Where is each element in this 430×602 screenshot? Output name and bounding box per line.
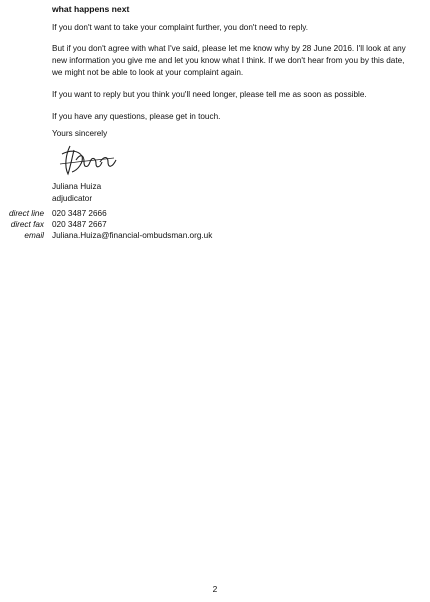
signatory-name: Juliana Huiza [52, 182, 102, 191]
closing-line: Yours sincerely [52, 129, 108, 138]
direct-fax-label: direct fax [10, 220, 44, 229]
page-number: 2 [212, 584, 218, 594]
email-label: email [24, 231, 44, 240]
direct-line-value: 020 3487 2666 [52, 209, 107, 218]
section-heading: what happens next [52, 4, 130, 14]
handwritten-signature [56, 140, 126, 178]
signatory-title: adjudicator [52, 194, 93, 203]
paragraph-disagree: But if you don't agree with what I've said, please let me know why by 28 June 2016. I'll look at any new information you give me and let you know what I think. If we don't hear from you by this date, we might not be able to look at your complaint again. [52, 44, 406, 78]
email-link[interactable]: Juliana.Huiza@financial-ombudsman.org.uk [52, 231, 213, 240]
paragraph-no-reply: If you don't want to take your complaint further, you don't need to reply. [52, 23, 309, 32]
direct-line-label: direct line [8, 209, 44, 218]
paragraph-need-longer: If you want to reply but you think you'll need longer, please tell me as soon as possible. [52, 90, 367, 99]
direct-fax-value: 020 3487 2667 [52, 220, 107, 229]
paragraph-questions: If you have any questions, please get in touch. [52, 112, 221, 121]
